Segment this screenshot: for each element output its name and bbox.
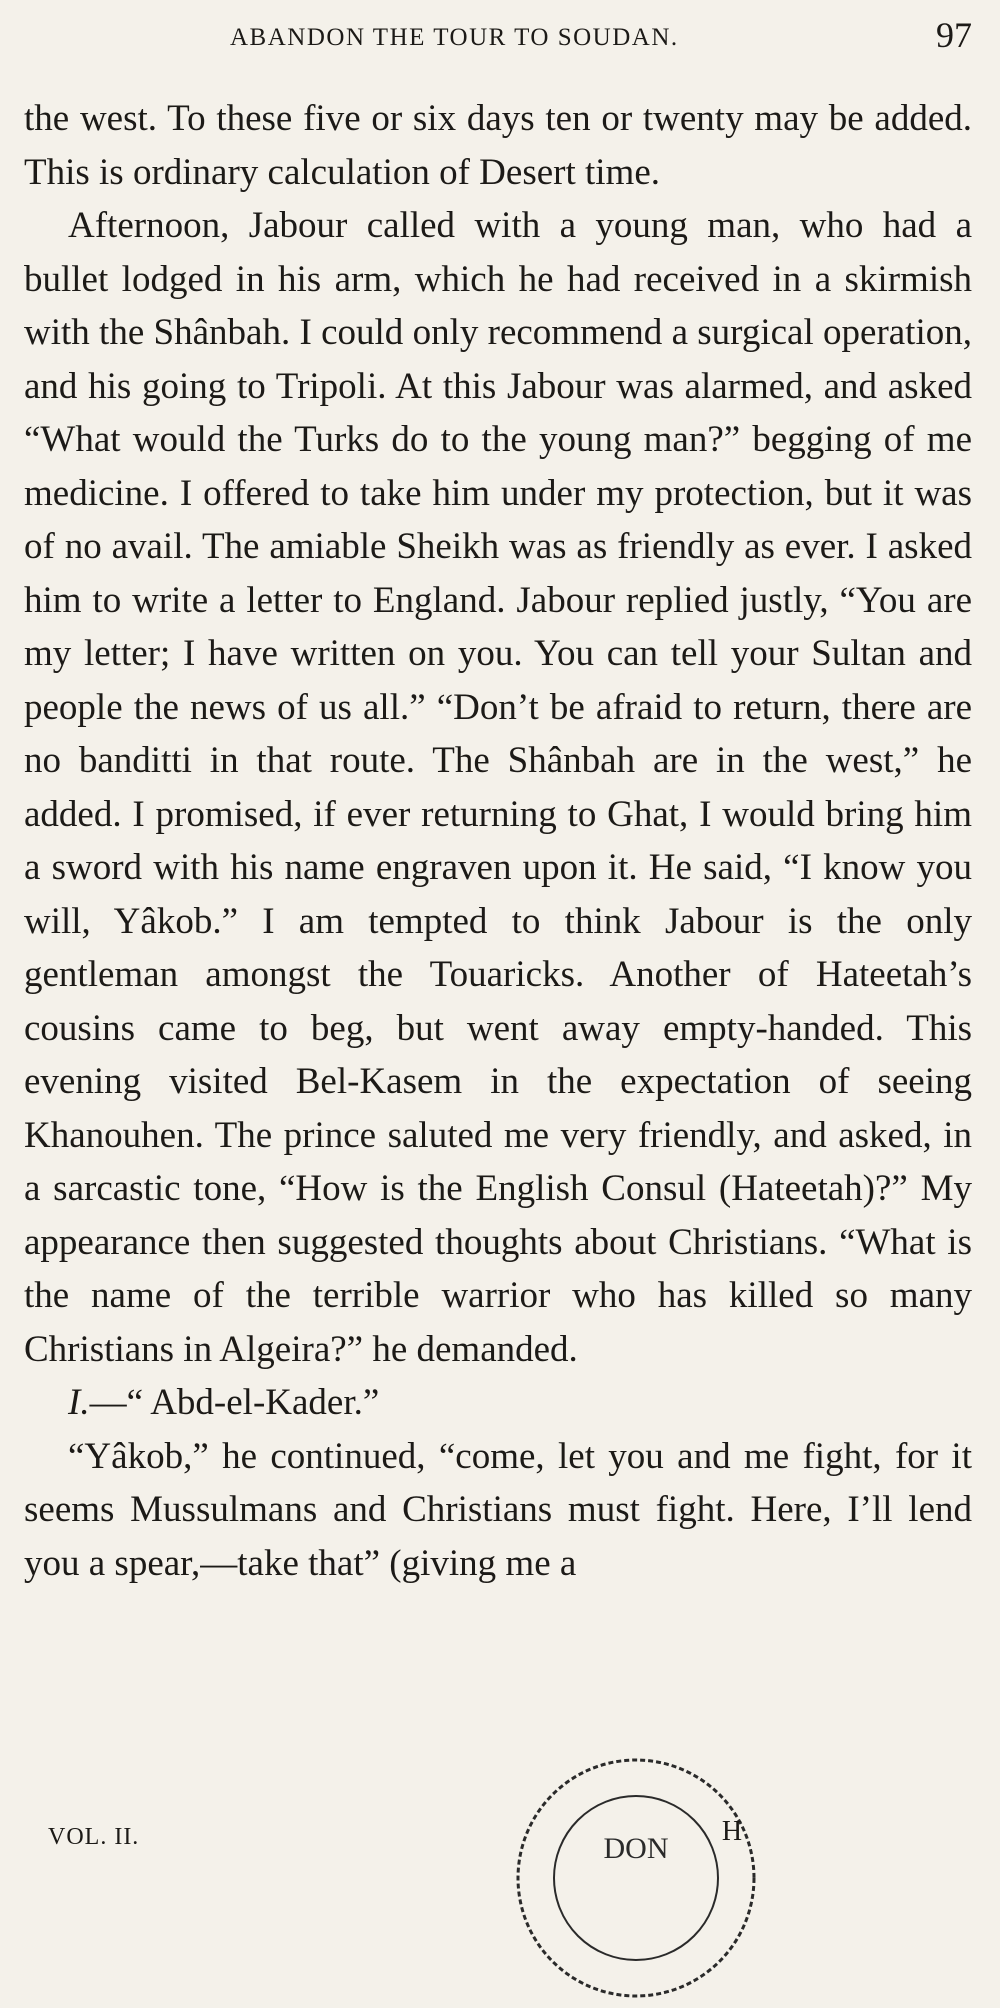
paragraph-continuation: the west. To these five or six days ten or twenty may be added. This is ordinary calculation of Desert time. [24, 98, 972, 193]
library-stamp [506, 1748, 766, 2008]
body-text [24, 92, 972, 1590]
paragraph-yakob: “Yâkob,” he continued, “come, let you and me fight, for it seems Mussulmans and Christians must fight. Here, I’ll lend you a spear,—take that” (giving me a [24, 1435, 972, 1584]
volume-signature: VOL. II. [48, 1824, 140, 1850]
paragraph-dialogue-reply [24, 1376, 972, 1430]
running-title: ABANDON THE TOUR TO SOUDAN. [230, 24, 679, 51]
page-number: 97 [936, 15, 972, 55]
running-head [0, 14, 1000, 64]
signature-letter: H [721, 1816, 743, 1847]
paragraph-afternoon: Afternoon, Jabour called with a young man, who had a bullet lodged in his arm, which he had received in a skirmish with the Shânbah. I could only recommend a surgical operation, and his going to Tripoli. At this Jabour was alarmed, and asked “What would the Turks do to the young man?” begging of me medicine. I offered to take him under my protection, but it was of no avail. The amiable Sheikh was as friendly as ever. I asked him to write a letter to England. Jabour replied justly, “You are my letter; I have written on you. You can tell your Sultan and people the news of us all.” “Don’t be afraid to return, there are no banditti in that route. The Shânbah are in the west,” he added. I promised, if ever returning to Ghat, I would bring him a sword with his name engraven upon it. He said, “I know you will, Yâkob.” I am tempted to think Jabour is the only gentleman amongst the Touaricks. Another of Hateetah’s cousins came to beg, but went away empty-handed. This evening visited Bel-Kasem in the expectation of seeing Khanouhen. The prince saluted me very friendly, and asked, in a sarcastic tone, “How is the English Consul (Hateetah)?” My appearance then suggested thoughts about Christians. “What is the name of the terrible warrior who has killed so many Christians in Algeira?” he demanded. [24, 205, 972, 1370]
speaker-label: I. [68, 1382, 90, 1423]
page-footer [0, 1812, 1000, 1864]
dialogue-text: —“ Abd-el-Kader.” [89, 1382, 380, 1423]
stamp-text: DON [603, 1832, 669, 1865]
